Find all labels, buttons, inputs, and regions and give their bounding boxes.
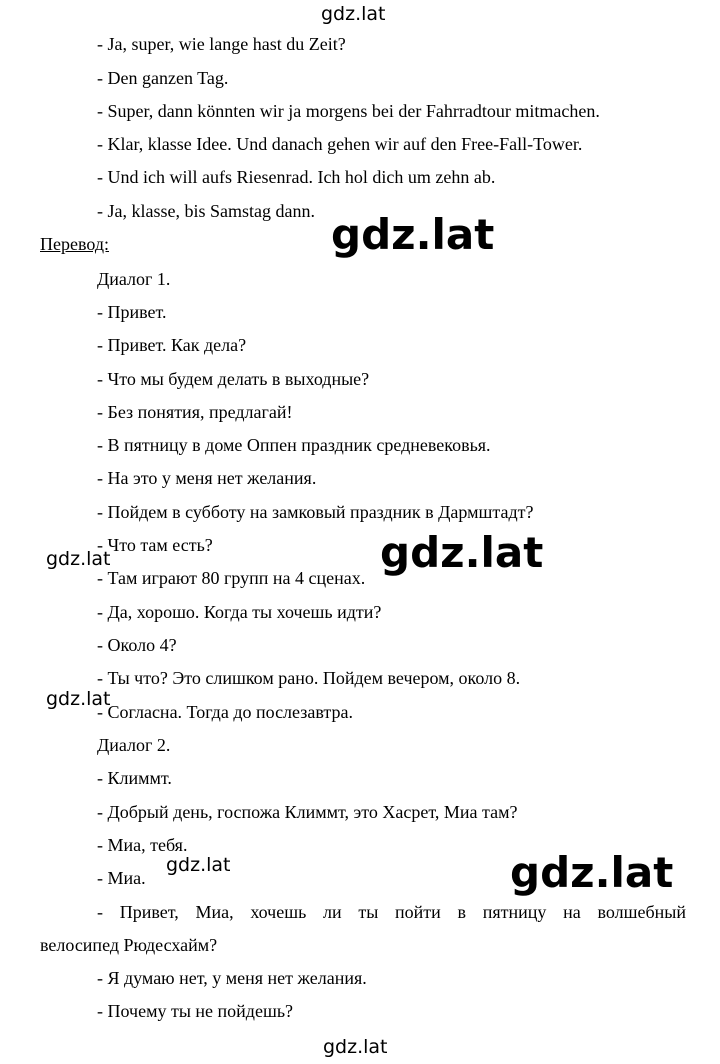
german-line-2: - Den ganzen Tag.	[97, 68, 229, 88]
dialog1-line-8: - Что там есть?	[97, 535, 213, 555]
dialog1-line-2: - Привет. Как дела?	[97, 335, 247, 355]
german-line-1: - Ja, super, wie lange hast du Zeit?	[97, 34, 346, 54]
dialog2-line-3: - Миа, тебя.	[97, 835, 188, 855]
german-line-6: - Ja, klasse, bis Samstag dann.	[97, 201, 315, 221]
dialog2-long-line-part1: - Привет, Миа, хочешь ли ты пойти в пятницу на волшебный	[97, 902, 686, 922]
german-line-4: - Klar, klasse Idee. Und danach gehen wir auf den Free-Fall-Tower.	[97, 134, 583, 154]
dialog2-line-2: - Добрый день, госпожа Климмт, это Хасрет, Миа там?	[97, 802, 518, 822]
watermark-small-left-2: gdz.lat	[46, 688, 111, 710]
dialog2-line-5: - Я думаю нет, у меня нет желания.	[97, 968, 367, 988]
dialog1-line-12: - Ты что? Это слишком рано. Пойдем вечером, около 8.	[97, 668, 521, 688]
german-line-5: - Und ich will aufs Riesenrad. Ich hol dich um zehn ab.	[97, 167, 496, 187]
dialog1-line-10: - Да, хорошо. Когда ты хочешь идти?	[97, 602, 382, 622]
dialog2-long-line-part2: велосипед Рюдесхайм?	[40, 935, 218, 955]
dialog1-line-3: - Что мы будем делать в выходные?	[97, 369, 370, 389]
dialog1-line-6: - На это у меня нет желания.	[97, 468, 317, 488]
dialog2-title: Диалог 2.	[97, 735, 171, 755]
watermark-small-mid: gdz.lat	[166, 854, 231, 876]
dialog2-line-6: - Почему ты не пойдешь?	[97, 1001, 294, 1021]
dialog1-title: Диалог 1.	[97, 269, 171, 289]
watermark-top: gdz.lat	[321, 3, 386, 25]
dialog1-line-11: - Около 4?	[97, 635, 177, 655]
watermark-large-3: gdz.lat	[510, 848, 674, 897]
dialog1-line-5: - В пятницу в доме Оппен праздник средневековья.	[97, 435, 491, 455]
dialog2-line-1: - Климмт.	[97, 768, 172, 788]
dialog1-line-1: - Привет.	[97, 302, 167, 322]
dialog2-line-4: - Миа.	[97, 868, 146, 888]
watermark-large-1: gdz.lat	[331, 210, 495, 259]
translation-heading: Перевод:	[40, 234, 109, 254]
dialog1-line-4: - Без понятия, предлагай!	[97, 402, 293, 422]
dialog1-line-13: - Согласна. Тогда до послезавтра.	[97, 702, 353, 722]
german-line-3: - Super, dann könnten wir ja morgens bei der Fahrradtour mitmachen.	[97, 101, 600, 121]
dialog1-line-9: - Там играют 80 групп на 4 сценах.	[97, 568, 366, 588]
watermark-bottom: gdz.lat	[323, 1036, 388, 1058]
watermark-small-left-1: gdz.lat	[46, 548, 111, 570]
dialog1-line-7: - Пойдем в субботу на замковый праздник в Дармштадт?	[97, 502, 534, 522]
watermark-large-2: gdz.lat	[380, 528, 544, 577]
